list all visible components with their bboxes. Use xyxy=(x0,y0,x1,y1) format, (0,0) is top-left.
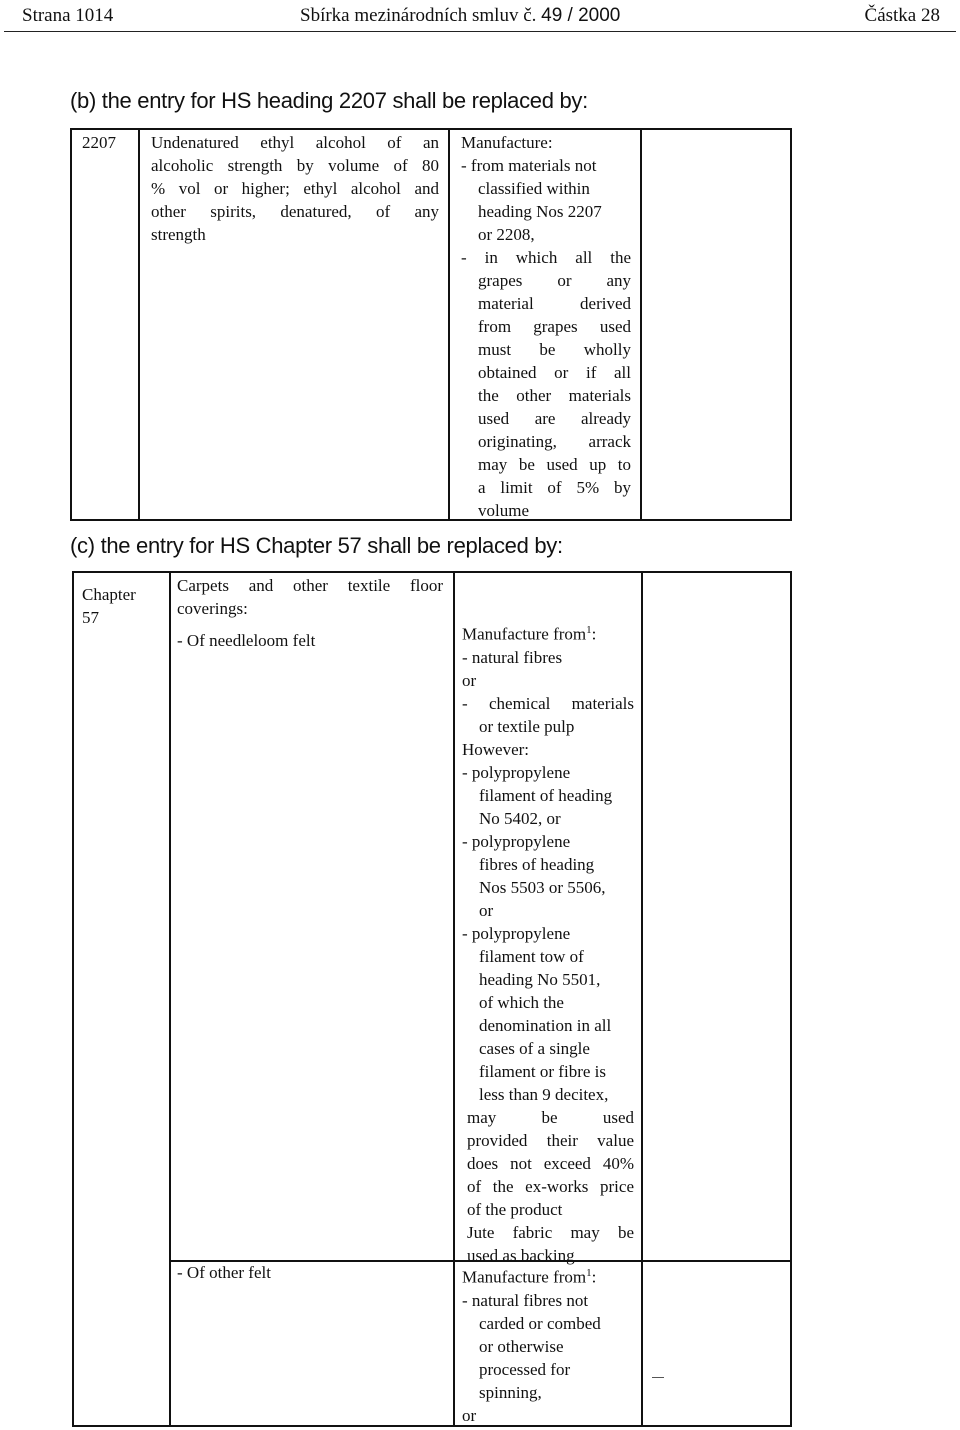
table-b-top-border xyxy=(70,128,792,130)
table-c-divider-3 xyxy=(641,571,643,1427)
rule-line: No 5402, or xyxy=(479,808,561,828)
rule-line: or 2208, xyxy=(478,225,535,244)
rule-line: does not exceed 40% xyxy=(467,1153,634,1173)
table-b-divider-2 xyxy=(448,128,450,520)
rule-line: classified within xyxy=(478,179,590,198)
rule-line: denomination in all xyxy=(479,1015,612,1035)
table-b-right-border xyxy=(790,128,792,520)
description-line: coverings: xyxy=(177,599,248,618)
table-c-divider-2 xyxy=(453,571,455,1427)
rule-line: material derived xyxy=(478,294,631,313)
rule-line: cases of a single xyxy=(479,1038,590,1058)
description-line: % vol or higher; ethyl alcohol and xyxy=(151,179,439,198)
rule-line: or xyxy=(462,670,477,690)
rule-line: of which the xyxy=(479,992,564,1012)
rule-line: from grapes used xyxy=(478,317,631,336)
rule-line: or textile pulp xyxy=(479,716,575,736)
rule-line: However: xyxy=(462,739,530,759)
rule-line: - in which all the xyxy=(461,248,631,267)
rule-line: or xyxy=(479,900,494,920)
rule-line: - natural fibres xyxy=(462,647,563,667)
rule-line: used as backing xyxy=(467,1245,575,1265)
table-b-divider-3 xyxy=(640,128,642,520)
description-line: other spirits, denatured, of any xyxy=(151,202,439,221)
rule-needleloom-felt xyxy=(462,619,634,1267)
section-b-heading: (b) the entry for HS heading 2207 shall be replaced by: xyxy=(70,88,588,113)
collection-issue: 49 / 2000 xyxy=(541,5,621,26)
rule-line: Manufacture: xyxy=(461,133,553,152)
rule-line: filament tow of xyxy=(479,946,584,966)
rule-first-text: Manufacture from xyxy=(462,624,587,644)
chapter-code xyxy=(82,583,136,629)
table-c-right-border xyxy=(790,571,792,1427)
header-rule xyxy=(4,31,956,32)
rule-line: - from materials not xyxy=(461,156,597,175)
rule-line: carded or combed xyxy=(479,1313,601,1333)
rule-colon: : xyxy=(591,1267,597,1287)
description-2207 xyxy=(151,131,439,246)
table-c-top-border xyxy=(72,571,792,573)
table-b-left-border xyxy=(70,128,72,520)
rule-colon: : xyxy=(591,624,597,644)
collection-title xyxy=(300,5,620,27)
rule-line: - polypropylene xyxy=(462,762,571,782)
rule-line: must be wholly xyxy=(478,340,631,359)
page-number: Strana 1014 xyxy=(22,5,114,26)
rule-2207 xyxy=(461,131,631,522)
rule-first-line xyxy=(462,1262,634,1289)
section-c-heading: (c) the entry for HS Chapter 57 shall be replaced by: xyxy=(70,533,563,558)
rule-line: used are already xyxy=(478,409,631,428)
rule-line: obtained or if all xyxy=(478,363,631,382)
rule-line: a limit of 5% by xyxy=(478,478,631,497)
rule-line: originating, arrack xyxy=(478,432,631,451)
description-line: Carpets and other textile floor xyxy=(177,576,443,595)
scan-mark xyxy=(652,1377,664,1378)
rule-line: - polypropylene xyxy=(462,831,571,851)
chapter-label: Chapter xyxy=(82,585,136,604)
table-c-bottom-border xyxy=(72,1425,792,1427)
rule-line: the other materials xyxy=(478,386,631,405)
rule-line: or xyxy=(462,1405,477,1425)
description-line: strength xyxy=(151,225,206,244)
rule-line: less than 9 decitex, xyxy=(479,1084,609,1104)
description-chapter-57 xyxy=(177,574,443,620)
description-line: Undenatured ethyl alcohol of an xyxy=(151,133,439,152)
rule-line: may be used xyxy=(467,1107,634,1127)
rule-line: processed for xyxy=(479,1359,571,1379)
rule-line: Nos 5503 or 5506, xyxy=(479,877,606,897)
rule-first-text: Manufacture from xyxy=(462,1267,587,1287)
rule-line: grapes or any xyxy=(478,271,631,290)
rule-line: spinning, xyxy=(479,1382,542,1402)
rule-line: - chemical materials xyxy=(462,693,634,713)
rule-line: may be used up to xyxy=(478,455,631,474)
rule-line: fibres of heading xyxy=(479,854,595,874)
rule-line: provided their value xyxy=(467,1130,634,1150)
chapter-number: 57 xyxy=(82,608,99,627)
rule-line: - polypropylene xyxy=(462,923,571,943)
footnote-ref: 1 xyxy=(586,624,592,636)
heading-code-2207: 2207 xyxy=(82,133,116,152)
rule-line: filament or fibre is xyxy=(479,1061,606,1081)
rule-line: heading Nos 2207 xyxy=(478,202,602,221)
rule-line: filament of heading xyxy=(479,785,613,805)
description-line: alcoholic strength by volume of 80 xyxy=(151,156,439,175)
rule-line: heading No 5501, xyxy=(479,969,601,989)
rule-other-felt xyxy=(462,1262,634,1427)
rule-line: of the ex-works price xyxy=(467,1176,634,1196)
table-b-bottom-border xyxy=(70,519,792,521)
rule-line: volume xyxy=(478,501,529,520)
other-felt-label: - Of other felt xyxy=(177,1263,271,1282)
rule-line: - natural fibres not xyxy=(462,1290,589,1310)
rule-line: of the product xyxy=(467,1199,563,1219)
rule-first-line xyxy=(462,619,634,646)
table-b-divider-1 xyxy=(138,128,140,520)
rule-line: or otherwise xyxy=(479,1336,564,1356)
table-c-divider-1 xyxy=(169,571,171,1427)
rule-line: Jute fabric may be xyxy=(467,1222,634,1242)
table-c-left-border xyxy=(72,571,74,1427)
needleloom-felt-label: - Of needleloom felt xyxy=(177,631,316,650)
part-number: Částka 28 xyxy=(864,5,940,26)
footnote-ref: 1 xyxy=(586,1267,592,1279)
collection-title-text: Sbírka mezinárodních smluv č. xyxy=(300,5,537,26)
